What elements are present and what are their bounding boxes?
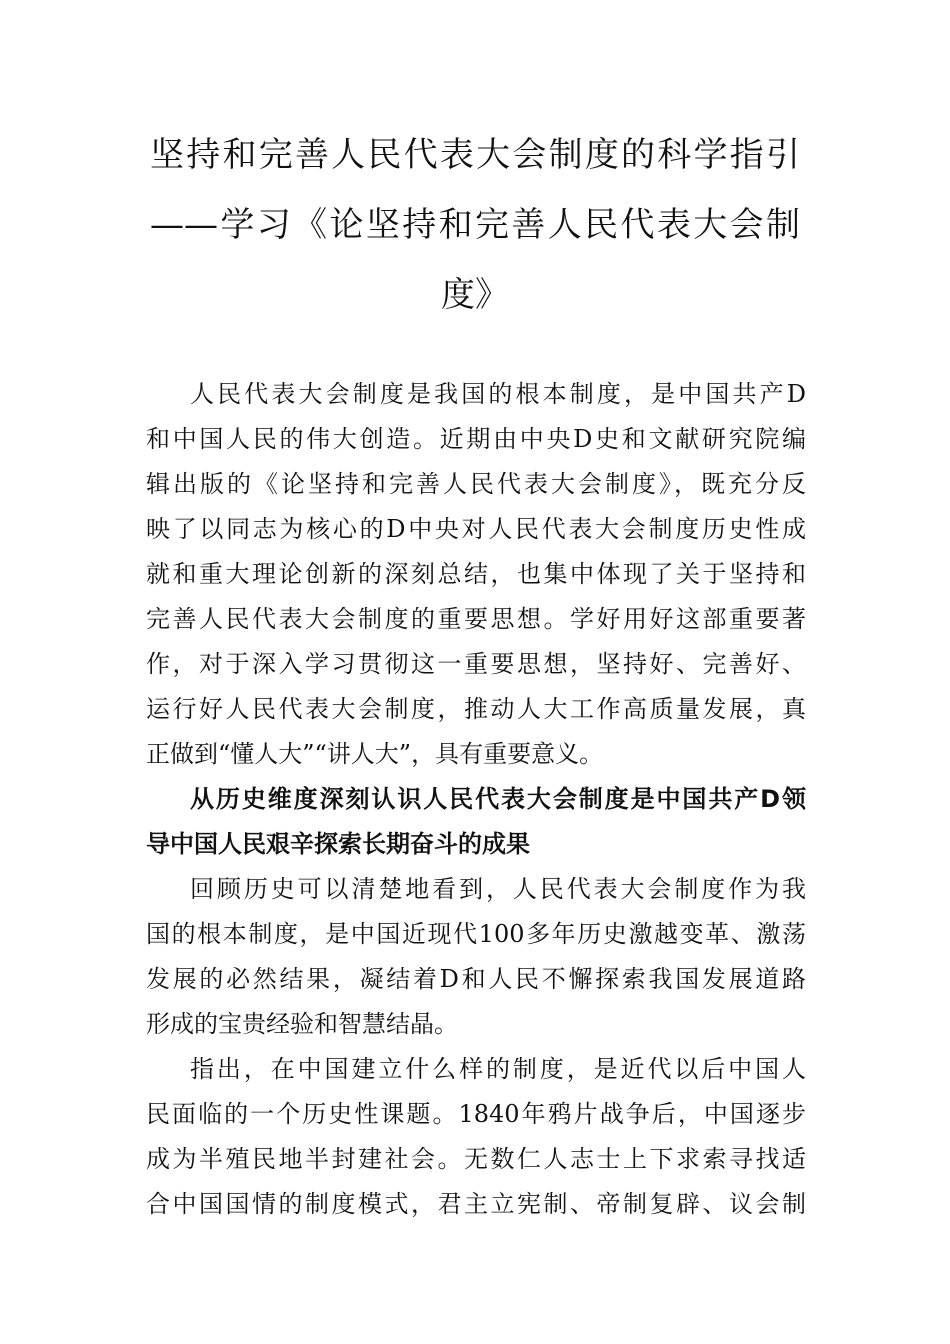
title-line-3: 度》 xyxy=(441,275,509,315)
text-line: 就和重大理论创新的深刻总结，也集中体现了关于坚持和 xyxy=(146,560,806,588)
text-line: 和中国人民的伟大创造。近期由中央D史和文献研究院编 xyxy=(146,425,806,453)
text-line: 形成的宝贵经验和智慧结晶。 xyxy=(146,1010,458,1038)
text-line: 指出，在中国建立什么样的制度，是近代以后中国人 xyxy=(190,1055,806,1083)
document-title xyxy=(150,120,800,330)
text-line: 完善人民代表大会制度的重要思想。学好用好这部重要著 xyxy=(146,605,806,633)
text-line: 合中国国情的制度模式，君主立宪制、帝制复辟、议会制 xyxy=(146,1190,806,1218)
text-line: 运行好人民代表大会制度，推动人大工作高质量发展，真 xyxy=(146,695,806,723)
text-line: 正做到“懂人大”“讲人大”，具有重要意义。 xyxy=(146,740,604,768)
paragraph-intro xyxy=(146,372,806,777)
text-line: 辑出版的《论坚持和完善人民代表大会制度》，既充分反 xyxy=(146,470,806,498)
paragraph-1840 xyxy=(146,1047,806,1227)
text-line: 人民代表大会制度是我国的根本制度，是中国共产D xyxy=(190,380,806,408)
section-heading xyxy=(146,777,806,867)
text-line: 民面临的一个历史性课题。1840年鸦片战争后，中国逐步 xyxy=(146,1100,806,1128)
text-line: 发展的必然结果，凝结着D和人民不懈探索我国发展道路 xyxy=(146,965,806,993)
heading-line: 从历史维度深刻认识人民代表大会制度是中国共产D领 xyxy=(190,785,806,813)
text-line: 成为半殖民地半封建社会。无数仁人志士上下求索寻找适 xyxy=(146,1145,806,1173)
text-line: 回顾历史可以清楚地看到，人民代表大会制度作为我 xyxy=(190,875,806,903)
document-body xyxy=(146,372,806,1227)
heading-line: 导中国人民艰辛探索长期奋斗的成果 xyxy=(146,830,530,858)
text-line: 映了以同志为核心的D中央对人民代表大会制度历史性成 xyxy=(146,515,806,543)
title-line-1: 坚持和完善人民代表大会制度的科学指引 xyxy=(150,135,800,175)
title-line-2: ——学习《论坚持和完善人民代表大会制 xyxy=(150,205,800,245)
paragraph-history xyxy=(146,867,806,1047)
text-line: 作，对于深入学习贯彻这一重要思想，坚持好、完善好、 xyxy=(146,650,806,678)
text-line: 国的根本制度，是中国近现代100多年历史激越变革、激荡 xyxy=(146,920,806,948)
